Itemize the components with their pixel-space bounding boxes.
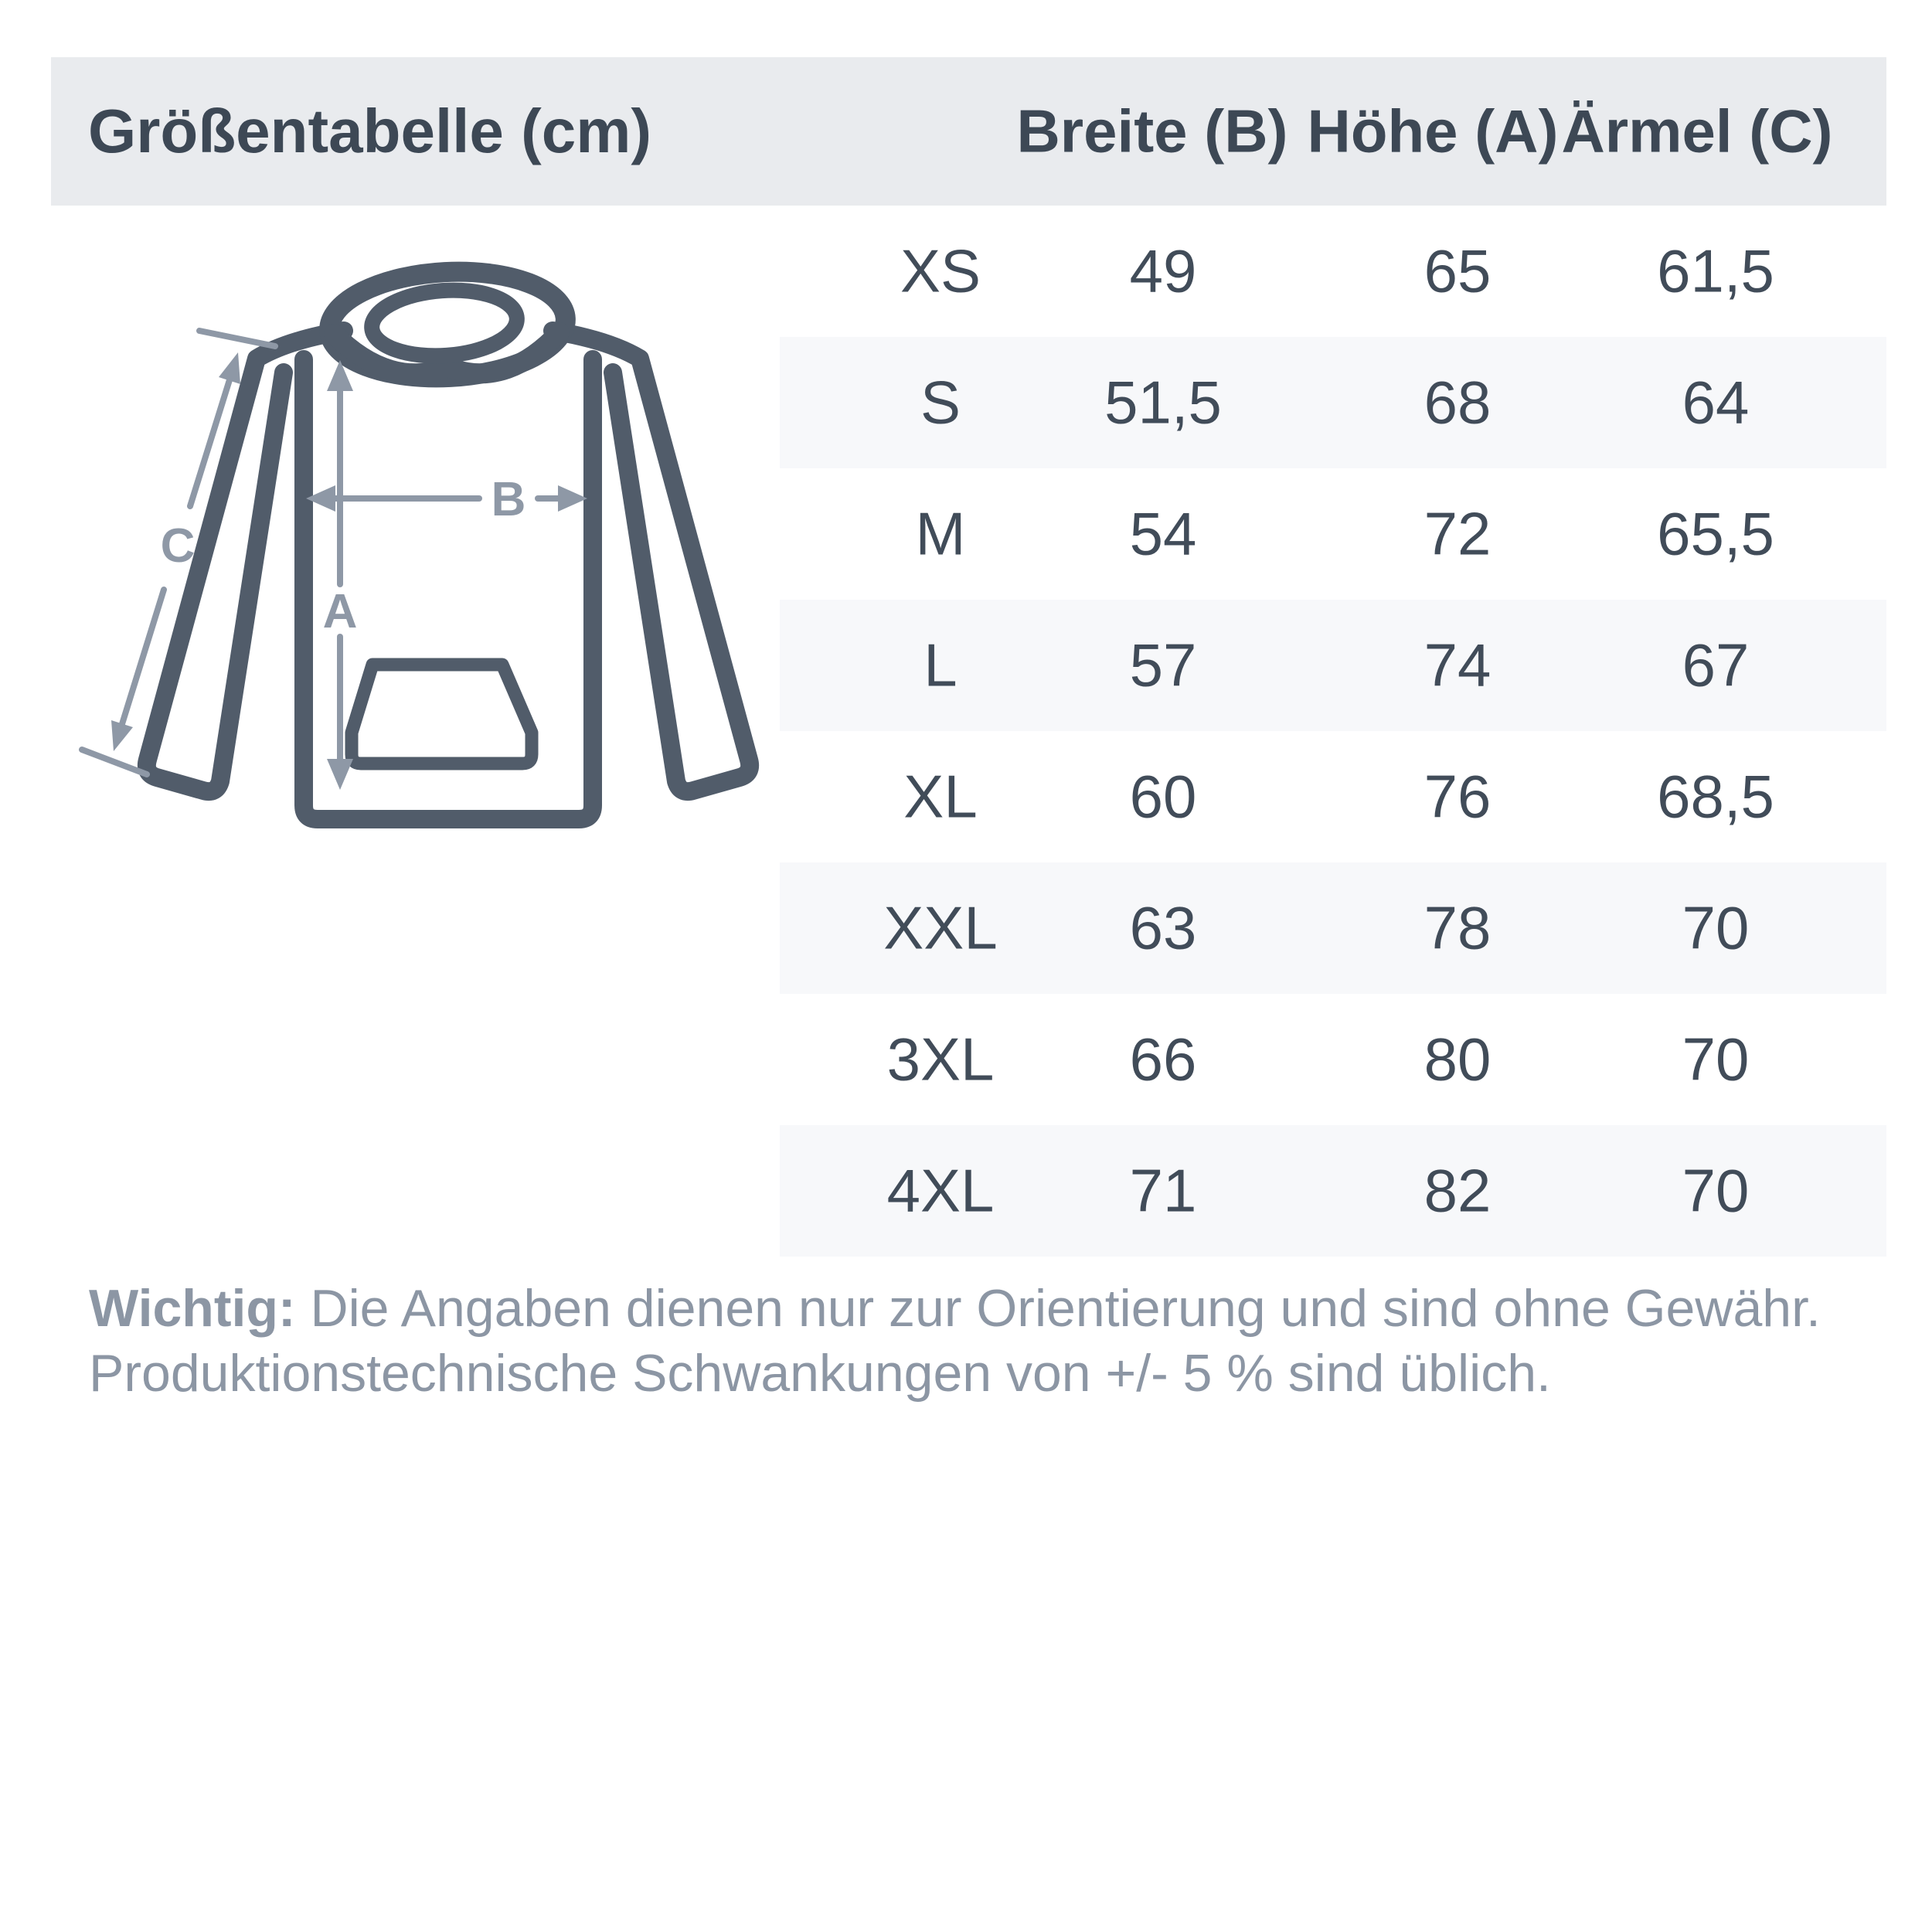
arrow-down-icon [327, 759, 353, 790]
page-title: Größentabelle (cm) [88, 97, 652, 165]
disclaimer-line2: Produktionstechnische Schwankungen von +/- 5 % sind üblich. [89, 1344, 1551, 1403]
label-a: A [322, 585, 358, 638]
hoodie-measurement-diagram [46, 201, 866, 896]
column-header-aermel: Ärmel (C) [1561, 97, 1833, 165]
breite-cell: 60 [1129, 762, 1197, 831]
aermel-cell: 70 [1682, 893, 1750, 962]
table-row [780, 994, 1886, 1125]
hoehe-cell: 82 [1423, 1156, 1492, 1225]
size-cell: XXL [883, 893, 998, 962]
hoehe-cell: 80 [1423, 1025, 1492, 1094]
breite-cell: 49 [1129, 236, 1197, 305]
aermel-cell: 70 [1682, 1025, 1750, 1094]
disclaimer-text [89, 1276, 1882, 1406]
aermel-cell: 70 [1682, 1156, 1750, 1225]
breite-cell: 51,5 [1104, 368, 1222, 437]
disclaimer-bold-prefix: Wichtig: [89, 1279, 296, 1338]
breite-cell: 63 [1129, 893, 1197, 962]
dimension-arrow-b [306, 473, 587, 526]
hoehe-cell: 65 [1423, 236, 1492, 305]
hoodie-right-sleeve [553, 331, 750, 791]
size-cell: XS [900, 236, 981, 305]
aermel-cell: 67 [1682, 631, 1750, 699]
aermel-cell: 61,5 [1657, 236, 1774, 305]
size-cell: 4XL [886, 1156, 995, 1225]
table-row [780, 1125, 1886, 1257]
table-row [780, 337, 1886, 468]
size-table [780, 206, 1886, 1257]
breite-cell: 57 [1129, 631, 1197, 699]
aermel-cell: 65,5 [1657, 499, 1774, 568]
hoehe-cell: 72 [1423, 499, 1492, 568]
size-cell: M [915, 499, 966, 568]
table-row [780, 862, 1886, 994]
disclaimer-line1: Die Angaben dienen nur zur Orientierung und sind ohne Gewähr. [295, 1279, 1821, 1338]
hoodie-outline [147, 266, 750, 819]
table-row [780, 206, 1886, 337]
column-header-breite: Breite (B) [1016, 97, 1288, 165]
label-b: B [491, 473, 526, 526]
column-header-hoehe: Höhe (A) [1307, 97, 1559, 165]
breite-cell: 54 [1129, 499, 1197, 568]
size-cell: S [920, 368, 961, 437]
arrow-down-icon [111, 720, 133, 751]
breite-cell: 66 [1129, 1025, 1197, 1094]
tick-bottom [82, 750, 147, 774]
size-cell: XL [903, 762, 978, 831]
table-header-bar [51, 57, 1886, 206]
hood-inner-ring [369, 286, 519, 361]
table-row [780, 468, 1886, 600]
label-c: C [160, 519, 196, 573]
table-row [780, 731, 1886, 862]
size-cell: L [923, 631, 957, 699]
table-row [780, 600, 1886, 731]
tick-top [199, 331, 275, 346]
hoehe-cell: 74 [1423, 631, 1492, 699]
breite-cell: 71 [1129, 1156, 1197, 1225]
arrow-right-icon [558, 485, 587, 512]
aermel-cell: 68,5 [1657, 762, 1774, 831]
size-cell: 3XL [886, 1025, 995, 1094]
hoehe-cell: 76 [1423, 762, 1492, 831]
hoehe-cell: 78 [1423, 893, 1492, 962]
aermel-cell: 64 [1682, 368, 1750, 437]
hoodie-pocket [352, 665, 532, 764]
hoehe-cell: 68 [1423, 368, 1492, 437]
